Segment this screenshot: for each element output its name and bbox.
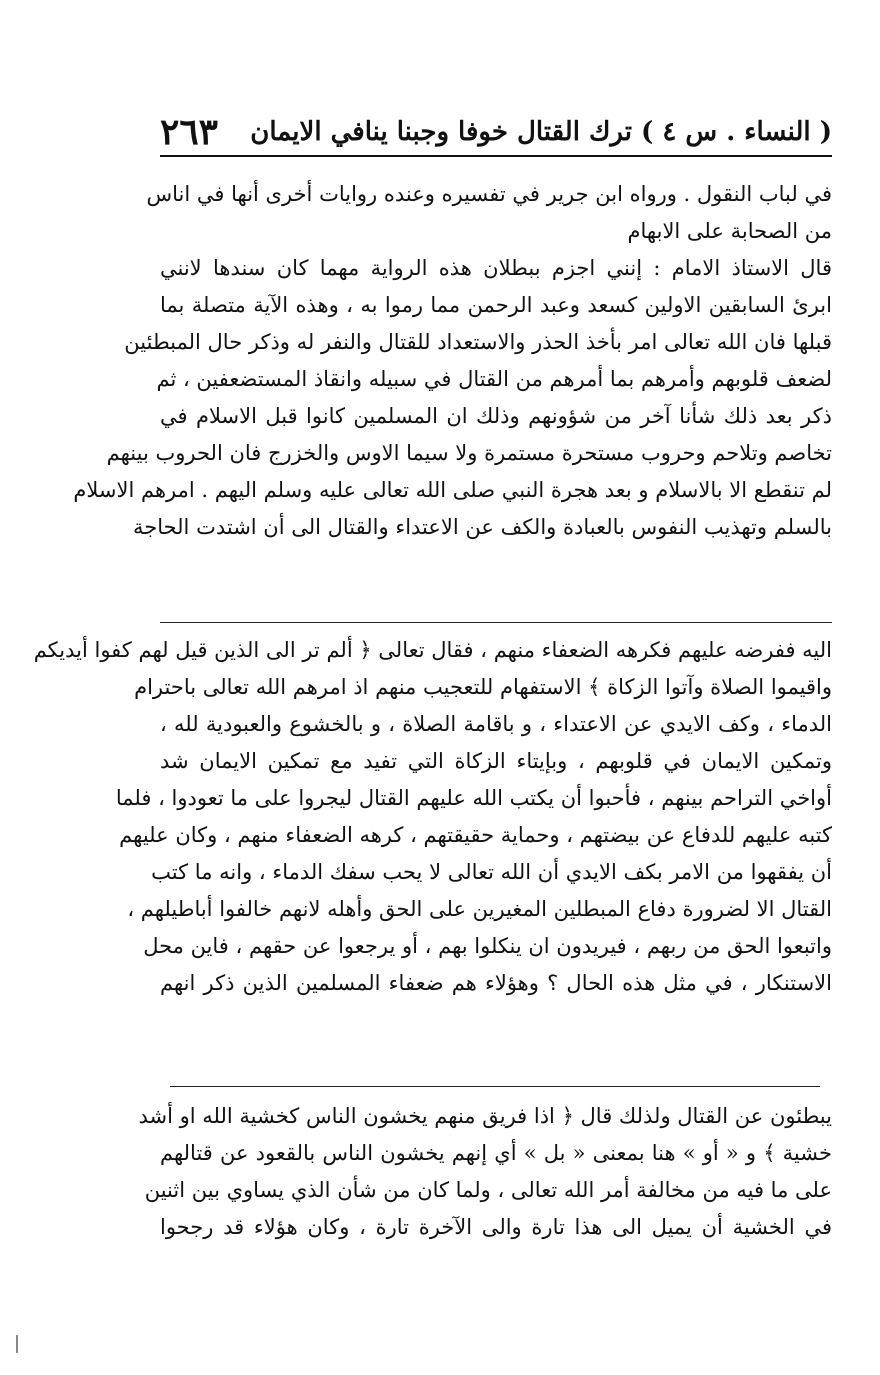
text-line: لم تنقطع الا بالاسلام و بعد هجرة النبي صلى الله تعالى عليه وسلم اليهم . امرهم الاسلام (73, 478, 832, 502)
text-line: في الخشية أن يميل الى هذا تارة والى الآخرة تارة ، وكان هؤلاء قد رجحوا (160, 1215, 832, 1239)
text-line: قبلها فان الله تعالى امر بأخذ الحذر والاستعداد للقتال والنفر له وذكر حال المبطئين (124, 330, 832, 354)
text-line: القتال الا لضرورة دفاع المبطلين المغيرين على الحق وأهله لانهم خالفوا أباطيلهم ، (127, 897, 832, 921)
paragraph-block-2 (33, 632, 832, 1002)
paragraph-block-1 (73, 176, 832, 546)
text-line: تخاصم وتلاحم وحروب مستحرة مستمرة ولا سيما الاوس والخزرج فان الحروب بينهم (106, 441, 832, 465)
text-line: واتبعوا الحق من ربهم ، فيريدون ان ينكلوا بهم ، أو يرجعوا عن حقهم ، فاين محل (143, 934, 832, 958)
text-line: ذكر بعد ذلك شأنا آخر من شؤونهم وذلك ان المسلمين كانوا قبل الاسلام في (160, 404, 832, 428)
scan-margin-mark (16, 1335, 18, 1353)
page-header (160, 108, 832, 156)
text-line: قال الاستاذ الامام : إنني اجزم ببطلان هذه الرواية مهما كان سندها لانني (160, 256, 832, 280)
text-line: على ما فيه من مخالفة أمر الله تعالى ، ولما كان من شأن الذي يساوي بين اثنين (144, 1178, 832, 1202)
text-line: بالسلم وتهذيب النفوس بالعبادة والكف عن الاعتداء والقتال الى أن اشتدت الحاجة (132, 515, 832, 539)
text-line: لضعف قلوبهم وأمرهم بما أمرهم من القتال في سبيله وانقاذ المستضعفين ، ثم (156, 367, 832, 391)
paragraph-block-3 (138, 1098, 832, 1246)
text-line: يبطئون عن القتال ولذلك قال ﴿ اذا فريق منهم يخشون الناس كخشية الله او أشد (138, 1104, 832, 1128)
header-title: ( النساء . س ٤ ) ترك القتال خوفا وجبنا ينافي الايمان (250, 117, 832, 147)
text-line: أن يفقهوا من الامر بكف الايدي أن الله تعالى لا يحب سفك الدماء ، وانه ما كتب (151, 860, 832, 884)
text-line: الدماء ، وكف الايدي عن الاعتداء ، و باقامة الصلاة ، و بالخشوع والعبودية لله ، (160, 712, 832, 736)
text-line: وتمكين الايمان في قلوبهم ، وبإيتاء الزكاة التي تفيد مع تمكين الايمان شد (160, 749, 832, 773)
text-line: ابرئ السابقين الاولين كسعد وعبد الرحمن مما رموا به ، وهذه الآية متصلة بما (160, 293, 832, 317)
section-divider (160, 622, 832, 623)
text-line: أواخي التراحم بينهم ، فأحبوا أن يكتب الله عليهم القتال ليجروا على ما تعودوا ، فلما (115, 786, 832, 810)
header-divider (160, 155, 832, 157)
text-line: في لباب النقول . ورواه ابن جرير في تفسيره وعنده روايات أخرى أنها في اناس (146, 182, 832, 206)
section-divider (170, 1086, 820, 1087)
text-line: كتبه عليهم للدفاع عن بيضتهم ، وحماية حقيقتهم ، كرهه الضعفاء منهم ، وكان عليهم (119, 823, 832, 847)
text-line: اليه ففرضه عليهم فكرهه الضعفاء منهم ، فقال تعالى ﴿ ألم تر الى الذين قيل لهم كفوا أيديكم (33, 638, 832, 662)
text-line: واقيموا الصلاة وآتوا الزكاة ﴾ الاستفهام للتعجيب منهم اذ امرهم الله تعالى باحترام (134, 675, 832, 699)
page-number: ٢٦٣ (160, 111, 219, 153)
text-line: خشية ﴾ و « أو » هنا بمعنى « بل » أي إنهم يخشون الناس بالقعود عن قتالهم (160, 1141, 832, 1165)
text-line: الاستنكار ، في مثل هذه الحال ؟ وهؤلاء هم ضعفاء المسلمين الذين ذكر انهم (160, 971, 832, 995)
text-line: من الصحابة على الابهام (627, 219, 832, 243)
